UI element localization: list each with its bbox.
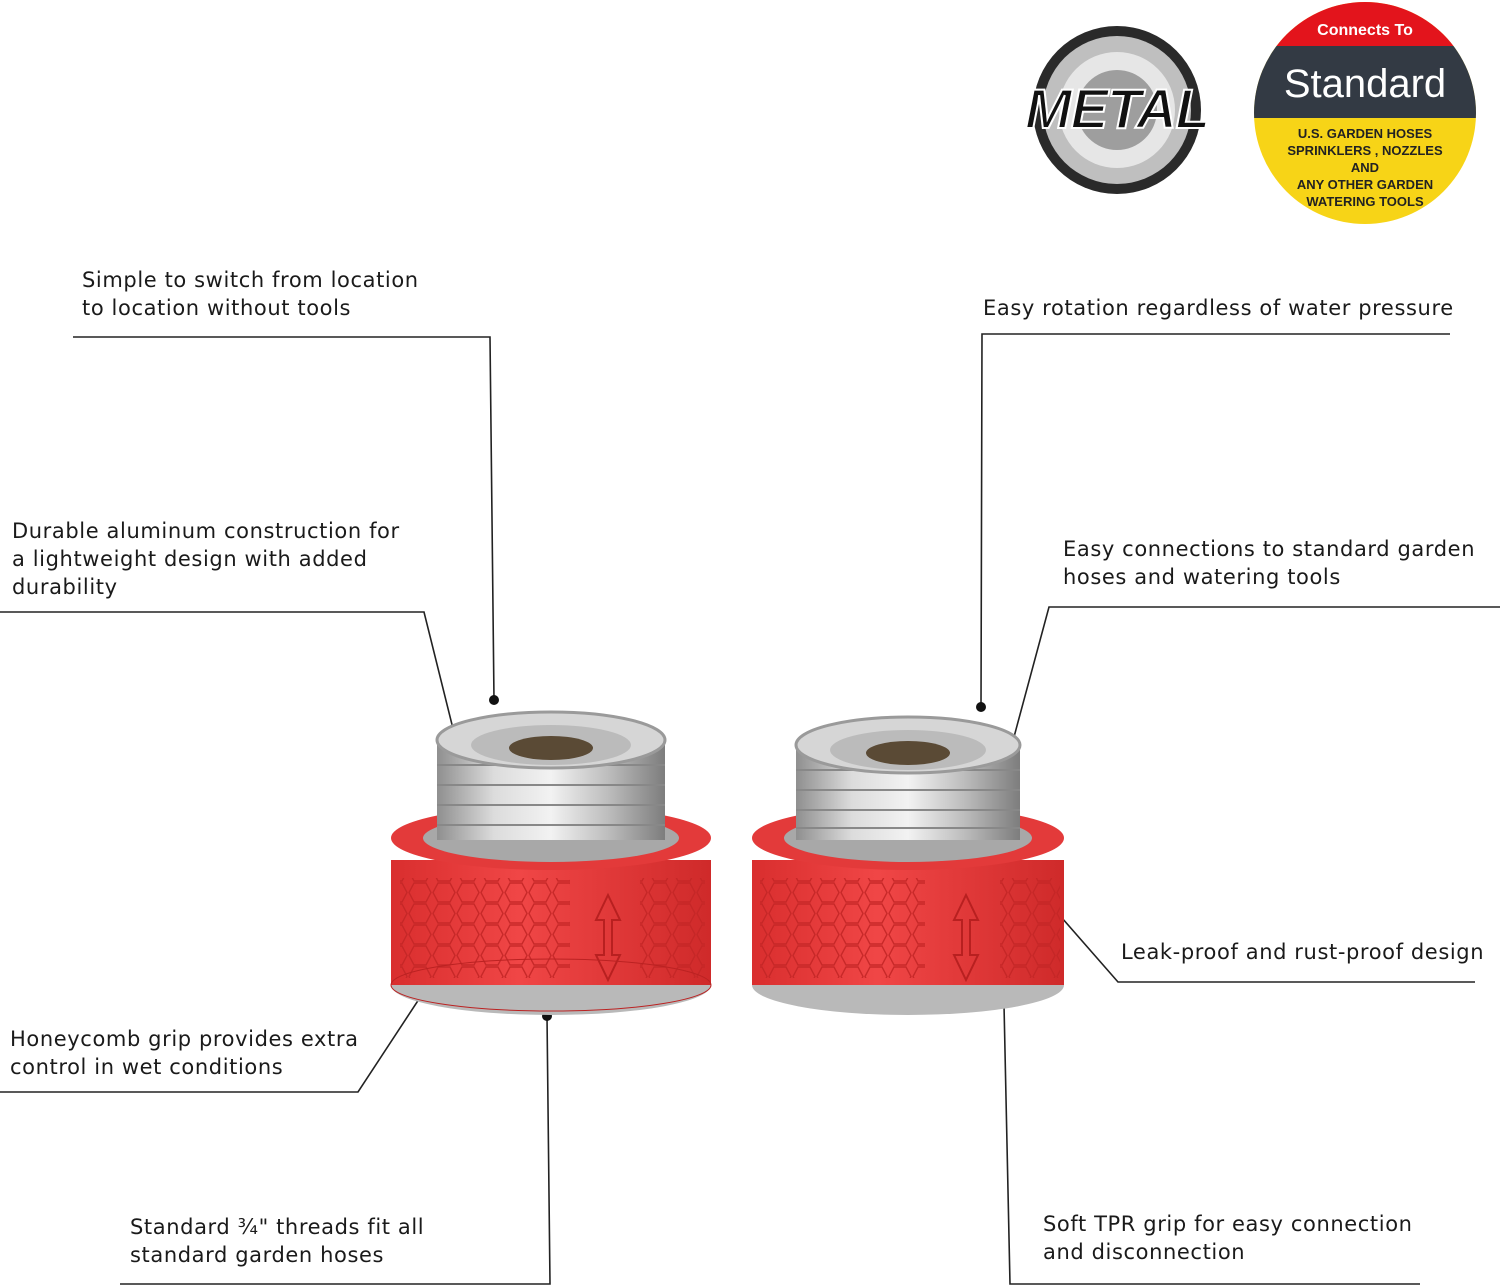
standard-badge-details [1254,125,1476,210]
standard-line: ANY OTHER GARDEN [1296,177,1434,192]
standard-line: SPRINKLERS , NOZZLES [1287,143,1443,158]
callout-threads: Standard ¾" threads fit all standard garden hoses [130,1215,425,1267]
standard-line: AND [1350,160,1380,175]
callout-tpr: Soft TPR grip for easy connection and disconnection [1043,1212,1413,1264]
standard-badge-header: Connects To [1317,22,1413,39]
metal-badge-label: METAL [1025,77,1209,140]
callout-honeycomb: Honeycomb grip provides extra control in wet conditions [10,1027,359,1079]
left-fitting [391,712,711,1015]
callout-switch: Simple to switch from location to location without tools [82,268,419,320]
callout-rotation: Easy rotation regardless of water pressure [983,296,1454,320]
callout-leakproof: Leak-proof and rust-proof design [1121,940,1485,964]
callout-connections: Easy connections to standard garden hoses and watering tools [1063,537,1476,589]
right-fitting [752,717,1064,1015]
callout-aluminum: Durable aluminum construction for a lightweight design with added durability [12,519,400,599]
standard-line: U.S. GARDEN HOSES [1297,126,1433,141]
standard-badge-title: Standard [1283,62,1447,106]
standard-line: WATERING TOOLS [1306,194,1424,209]
